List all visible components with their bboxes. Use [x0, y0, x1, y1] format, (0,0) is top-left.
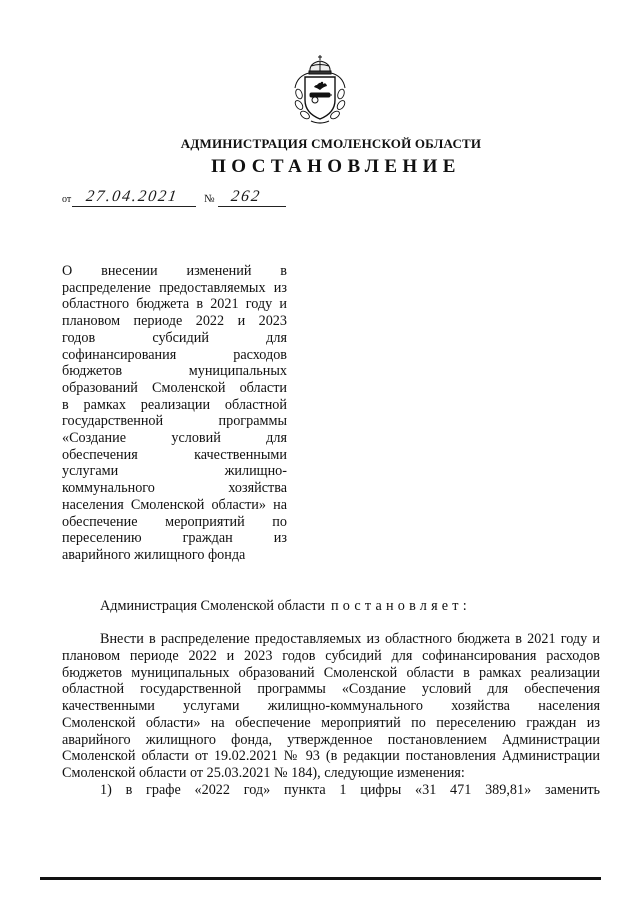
preamble-verb: постановляет:	[330, 598, 471, 614]
date-underline	[72, 206, 196, 207]
title-line: областного бюджета в 2021 году и	[62, 296, 287, 313]
body-line: плановом периоде 2022 и 2023 годов субсидий для софинансирования расходов	[62, 647, 600, 664]
title-line: обеспечение мероприятий по	[62, 513, 287, 530]
crown-icon	[309, 55, 331, 74]
title-line: плановом периоде 2022 и 2023	[62, 313, 287, 330]
title-line: государственной программы	[62, 413, 287, 430]
preamble	[100, 598, 471, 615]
page-bottom-rule	[40, 877, 601, 880]
body-line: качественными услугами жилищно-коммунального хозяйства населения	[62, 698, 600, 714]
body-line: Внести в распределение предоставляемых из областного бюджета в 2021 году и	[100, 631, 600, 647]
organization-name: АДМИНИСТРАЦИЯ СМОЛЕНСКОЙ ОБЛАСТИ	[180, 136, 482, 151]
body-line: Смоленской области от 19.02.2021 № 93 (в редакции постановления Администрации	[62, 748, 600, 765]
title-line: аварийного жилищного фонда	[62, 546, 246, 563]
body-line: Смоленской области от 25.03.2021 № 184), следующие изменения:	[62, 765, 465, 781]
document-subject-title	[62, 263, 287, 564]
title-line: коммунального хозяйства	[62, 480, 287, 497]
title-line: переселению граждан из	[62, 530, 287, 547]
item-1-text: 1) в графе «2022 год» пункта 1 цифры «31 471 389,81» заменить	[100, 782, 600, 798]
title-line: «Создание условий для	[62, 430, 287, 447]
title-line: распределение предоставляемых из	[62, 279, 287, 296]
list-item	[62, 782, 600, 799]
body-line: аварийного жилищного фонда, утвержденное постановлением Администрации	[62, 731, 600, 748]
title-line: годов субсидий для	[62, 329, 287, 346]
preamble-subject: Администрация Смоленской области	[100, 598, 325, 614]
body-line: Смоленской области» на обеспечение мероприятий по переселению граждан из	[62, 714, 600, 731]
handwritten-number: 262	[229, 188, 263, 205]
title-line: софинансирования расходов	[62, 346, 287, 363]
title-line: услугами жилищно-	[62, 463, 287, 480]
title-line: обеспечения качественными	[62, 446, 287, 463]
title-line: образований Смоленской области	[62, 379, 287, 396]
number-underline	[218, 206, 286, 207]
title-line: населения Смоленской области» на	[62, 496, 287, 513]
body-paragraph	[62, 631, 600, 782]
body-line: областной государственной программы «Создание условий для обеспечения	[62, 681, 600, 698]
number-prefix: №	[204, 193, 215, 205]
title-line: в рамках реализации областной	[62, 396, 287, 413]
coat-of-arms-emblem	[289, 54, 351, 126]
title-line: О внесении изменений в	[62, 263, 287, 279]
document-type-title: ПОСТАНОВЛЕНИЕ	[211, 156, 461, 177]
body-line: бюджетов муниципальных образований Смоленской области в рамках реализации	[62, 664, 600, 681]
handwritten-date: 27.04.2021	[84, 188, 180, 205]
title-line: бюджетов муниципальных	[62, 363, 287, 380]
date-prefix: от	[62, 194, 72, 205]
